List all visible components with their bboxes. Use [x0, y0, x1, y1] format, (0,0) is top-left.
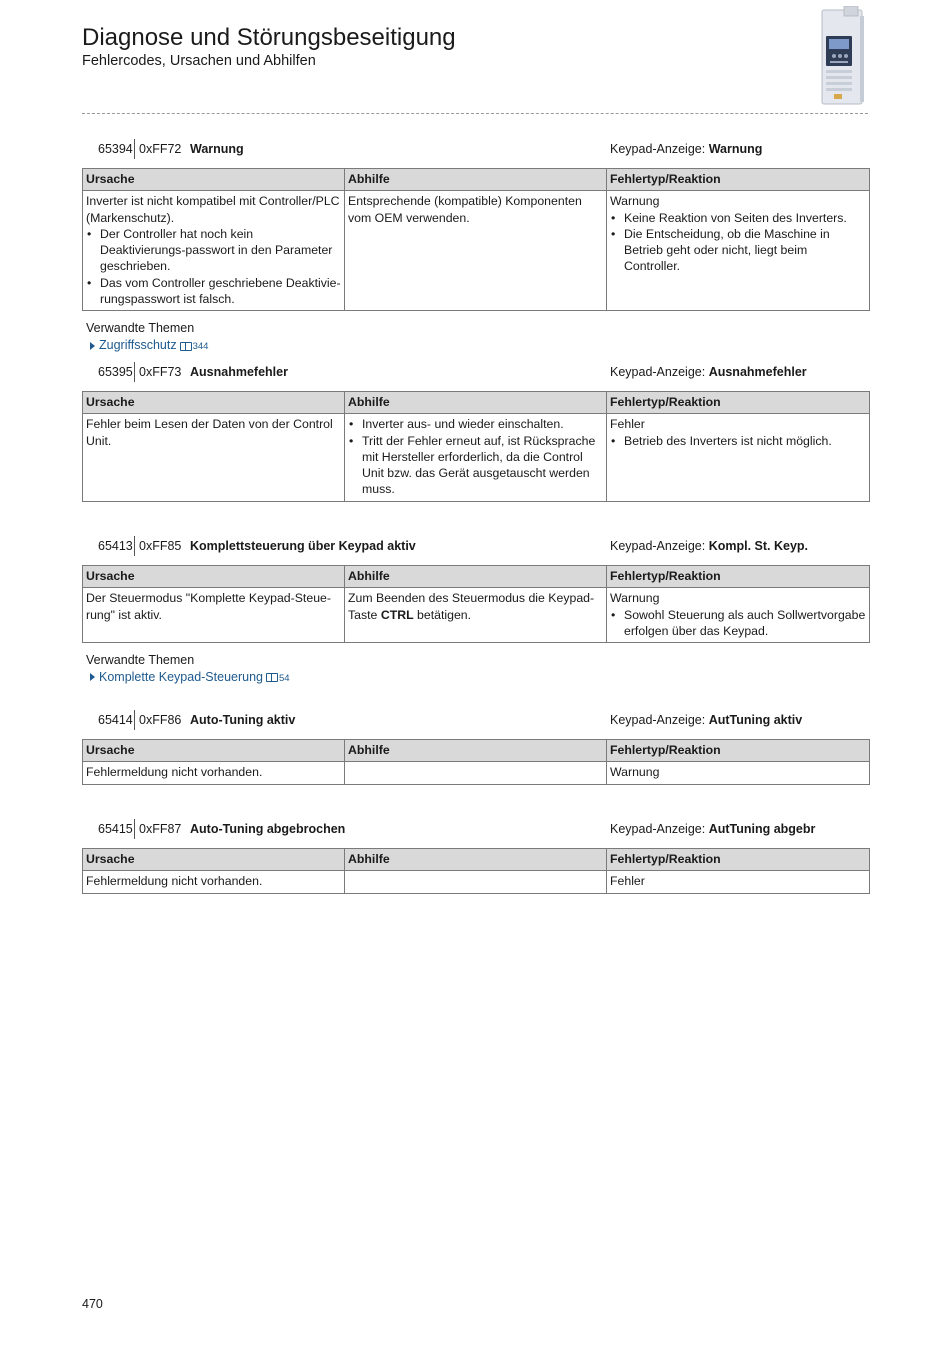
header-reaction: Fehlertyp/Reaktion: [607, 169, 870, 191]
list-item: • Das vom Controller geschriebene Deaktivie-rungspasswort ist falsch.: [86, 275, 341, 308]
error-title: Auto-Tuning aktiv: [190, 713, 296, 727]
remedy-cell: Zum Beenden des Steuermodus die Keypad-Taste CTRL betätigen.: [345, 588, 607, 643]
keypad-display: Keypad-Anzeige: AutTuning aktiv: [610, 713, 803, 727]
error-table: [82, 739, 870, 785]
list-item: • Keine Reaktion von Seiten des Inverters.: [610, 210, 866, 226]
error-hex: 0xFF73: [139, 365, 182, 379]
related-topics: [82, 652, 869, 687]
remedy-cell: [345, 871, 607, 893]
related-link-zugriffsschutz[interactable]: Zugriffsschutz 344: [86, 337, 869, 355]
list-item: • Sowohl Steuerung als auch Sollwertvorgabe erfolgen über das Keypad.: [610, 607, 866, 640]
page-number: 470: [82, 1297, 103, 1311]
error-title: Warnung: [190, 142, 244, 156]
error-code: 65395: [98, 365, 133, 379]
remedy-cell: Entsprechende (kompatible) Komponenten vom OEM verwenden.: [345, 191, 607, 311]
header-divider: [82, 113, 868, 114]
code-separator: [134, 819, 135, 839]
related-topics-label: Verwandte Themen: [86, 653, 195, 668]
code-separator: [134, 536, 135, 556]
header-reaction: Fehlertyp/Reaktion: [607, 849, 870, 871]
book-icon: [266, 673, 278, 682]
error-heading: [82, 142, 869, 162]
reaction-cell: Warnung: [607, 762, 870, 784]
table-row: [83, 191, 870, 311]
cause-cell: Der Steuermodus "Komplette Keypad-Steue-rung" ist aktiv.: [83, 588, 345, 643]
keypad-display: Keypad-Anzeige: Kompl. St. Keyp.: [610, 539, 809, 553]
error-section-65414: [82, 713, 869, 785]
code-separator: [134, 139, 135, 159]
related-topics: [82, 320, 869, 355]
error-code: 65414: [98, 713, 133, 727]
error-section-65413: [82, 539, 869, 687]
list-item: • Betrieb des Inverters ist nicht möglich.: [610, 433, 866, 449]
error-hex: 0xFF86: [139, 713, 182, 727]
book-icon: [180, 342, 192, 351]
error-table: [82, 168, 870, 311]
keypad-value: Ausnahmefehler: [708, 365, 807, 379]
header-cause: Ursache: [83, 740, 345, 762]
error-table: [82, 565, 870, 643]
code-separator: [134, 362, 135, 382]
list-item: • Tritt der Fehler erneut auf, ist Rücksprache mit Hersteller erforderlich, da die Control Unit bzw. das Gerät ausgetauscht werden muss.: [348, 433, 603, 498]
code-separator: [134, 710, 135, 730]
list-item: • Inverter aus- und wieder einschalten.: [348, 416, 603, 432]
header-remedy: Abhilfe: [345, 740, 607, 762]
reaction-cell: Fehler: [607, 871, 870, 893]
keypad-value: AutTuning aktiv: [708, 713, 803, 727]
header-cause: Ursache: [83, 566, 345, 588]
header-reaction: Fehlertyp/Reaktion: [607, 392, 870, 414]
reaction-cell: Warnung • Sowohl Steuerung als auch Sollwertvorgabe erfolgen über das Keypad.: [607, 588, 870, 643]
header-reaction: Fehlertyp/Reaktion: [607, 740, 870, 762]
header-remedy: Abhilfe: [345, 566, 607, 588]
keypad-value: Kompl. St. Keyp.: [708, 539, 809, 553]
error-title: Auto-Tuning abgebrochen: [190, 822, 346, 836]
list-item: • Der Controller hat noch kein Deaktivierungs-passwort in den Parameter geschrieben.: [86, 226, 341, 275]
table-header-row: [83, 392, 870, 414]
error-code: 65415: [98, 822, 133, 836]
table-row: [83, 871, 870, 893]
header-reaction: Fehlertyp/Reaktion: [607, 566, 870, 588]
table-header-row: [83, 566, 870, 588]
cause-cell: Fehler beim Lesen der Daten von der Control Unit.: [83, 414, 345, 501]
error-heading: [82, 822, 869, 842]
error-section-65415: [82, 822, 869, 894]
error-code: 65413: [98, 539, 133, 553]
error-table: [82, 391, 870, 502]
reaction-cell: Warnung • Keine Reaktion von Seiten des Inverters. • Die Entscheidung, ob die Maschine in Betrieb geht oder nicht, liegt beim Controller.: [607, 191, 870, 311]
table-header-row: [83, 740, 870, 762]
error-heading: [82, 539, 869, 559]
error-code: 65394: [98, 142, 133, 156]
remedy-cell: [345, 414, 607, 501]
related-topics-label: Verwandte Themen: [86, 321, 195, 336]
page-subtitle: Fehlercodes, Ursachen und Abhilfen: [82, 53, 316, 69]
header-remedy: Abhilfe: [345, 169, 607, 191]
remedy-cell: [345, 762, 607, 784]
table-row: [83, 588, 870, 643]
table-row: [83, 762, 870, 784]
keypad-value: Warnung: [708, 142, 763, 156]
caret-right-icon: [90, 342, 95, 350]
keypad-display: Keypad-Anzeige: Ausnahmefehler: [610, 365, 807, 379]
inverter-device-image: [812, 6, 870, 106]
header-cause: Ursache: [83, 849, 345, 871]
header-remedy: Abhilfe: [345, 849, 607, 871]
error-heading: [82, 365, 869, 385]
table-header-row: [83, 849, 870, 871]
reaction-cell: Fehler • Betrieb des Inverters ist nicht möglich.: [607, 414, 870, 501]
error-table: [82, 848, 870, 894]
cause-cell: Fehlermeldung nicht vorhanden.: [83, 762, 345, 784]
related-link-komplette-keypad-steuerung[interactable]: Komplette Keypad-Steuerung 54: [86, 669, 869, 687]
error-hex: 0xFF87: [139, 822, 182, 836]
list-item: • Die Entscheidung, ob die Maschine in Betrieb geht oder nicht, liegt beim Controller.: [610, 226, 866, 275]
header-remedy: Abhilfe: [345, 392, 607, 414]
table-row: [83, 414, 870, 501]
error-title: Ausnahmefehler: [190, 365, 288, 379]
error-title: Komplettsteuerung über Keypad aktiv: [190, 539, 416, 553]
keypad-display: Keypad-Anzeige: AutTuning abgebr: [610, 822, 816, 836]
error-hex: 0xFF72: [139, 142, 182, 156]
error-heading: [82, 713, 869, 733]
header-cause: Ursache: [83, 169, 345, 191]
header-cause: Ursache: [83, 392, 345, 414]
error-hex: 0xFF85: [139, 539, 182, 553]
caret-right-icon: [90, 673, 95, 681]
ctrl-key-label: CTRL: [380, 607, 414, 622]
cause-cell: Inverter ist nicht kompatibel mit Controller/PLC (Markenschutz). • Der Controller hat noch kein Deaktivierungs-passwort in den Parameter geschrieben. • Das vom Controller geschriebene Deaktivie-rungspasswort ist falsch.: [83, 191, 345, 311]
keypad-display: Keypad-Anzeige: Warnung: [610, 142, 763, 156]
cause-cell: Fehlermeldung nicht vorhanden.: [83, 871, 345, 893]
table-header-row: [83, 169, 870, 191]
page-title: Diagnose und Störungsbeseitigung: [82, 24, 456, 51]
error-section-65394: [82, 142, 869, 355]
keypad-value: AutTuning abgebr: [708, 822, 816, 836]
error-section-65395: [82, 365, 869, 502]
